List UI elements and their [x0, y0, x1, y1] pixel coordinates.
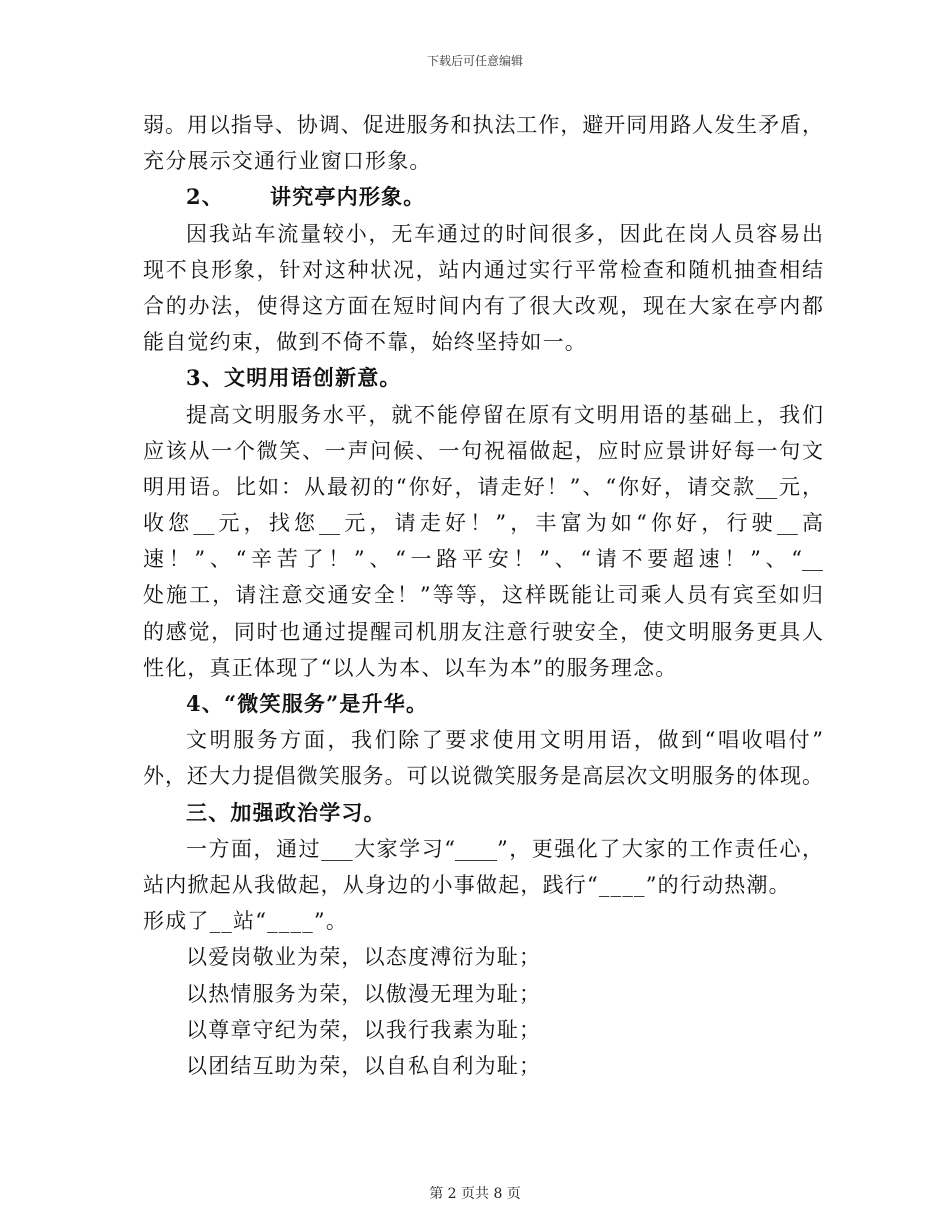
heading-number: 2、: [186, 184, 225, 210]
paragraph-line: 处施工，请注意交通安全！”等等，这样既能让司乘人员有宾至如归: [143, 583, 823, 608]
paragraph-line: 性化，真正体现了“以人为本、以车为本”的服务理念。: [143, 655, 678, 680]
heading-title: 讲究亭内形象。: [270, 184, 426, 210]
paragraph-line: 现不良形象，针对这种状况，站内通过实行平常检查和随机抽查相结: [143, 257, 823, 282]
paragraph-line: 充分展示交通行业窗口形象。: [143, 149, 432, 174]
motto-line: 以团结互助为荣，以自私自利为耻；: [186, 1053, 542, 1078]
motto-line: 以尊章守纪为荣，以我行我素为耻；: [186, 1017, 542, 1042]
paragraph-line: 文明服务方面，我们除了要求使用文明用语，做到“唱收唱付”: [186, 728, 823, 753]
motto-line: 以爱岗敬业为荣，以态度溥衍为耻；: [186, 945, 542, 970]
page-header: 下载后可任意编辑: [426, 54, 523, 68]
paragraph-line: 能自觉约束，做到不倚不靠，始终坚持如一。: [143, 330, 587, 355]
paragraph-line: 形成了__站“____”。: [143, 909, 349, 934]
page-footer: 第 2 页共 8 页: [429, 1186, 521, 1202]
paragraph-line: 站内掀起从我做起，从身边的小事做起，践行“____”的行动热潮。: [143, 872, 791, 897]
section-heading-three: 三、加强政治学习。: [186, 799, 386, 825]
paragraph-line: 提高文明服务水平，就不能停留在原有文明用语的基础上，我们: [186, 402, 823, 427]
section-heading-4: 4、“微笑服务”是升华。: [186, 691, 429, 716]
paragraph-line: 因我站车流量较小，无车通过的时间很多，因此在岗人员容易出: [186, 221, 823, 246]
paragraph-line: 合的办法，使得这方面在短时间内有了很大改观，现在大家在亭内都: [143, 293, 823, 318]
paragraph-line: 的感觉，同时也通过提醒司机朋友注意行驶安全，使文明服务更具人: [143, 619, 823, 644]
section-heading-3: 3、文明用语创新意。: [186, 365, 402, 391]
motto-line: 以热情服务为荣，以傲漫无理为耻；: [186, 981, 542, 1006]
paragraph-line: 应该从一个微笑、一声问候、一句祝福做起，应时应景讲好每一句文: [143, 438, 823, 463]
paragraph-line: 明用语。比如：从最初的“你好，请走好！”、“你好，请交款__元，: [143, 474, 823, 499]
section-heading-2: [143, 179, 823, 215]
paragraph-line: 外，还大力提倡微笑服务。可以说微笑服务是高层次文明服务的体现。: [143, 764, 823, 789]
document-body: [143, 107, 823, 1084]
paragraph-line: 弱。用以指导、协调、促进服务和执法工作，避开同用路人发生矛盾，: [143, 113, 823, 137]
paragraph-line: 收您__元，找您__元，请走好！”，丰富为如“你好，行驶__高: [143, 511, 823, 536]
paragraph-line: 速！”、“辛苦了！”、“一路平安！”、“请不要超速！”、“__: [143, 547, 823, 572]
paragraph-line: 一方面，通过___大家学习“____”，更强化了大家的工作责任心，: [186, 836, 823, 861]
